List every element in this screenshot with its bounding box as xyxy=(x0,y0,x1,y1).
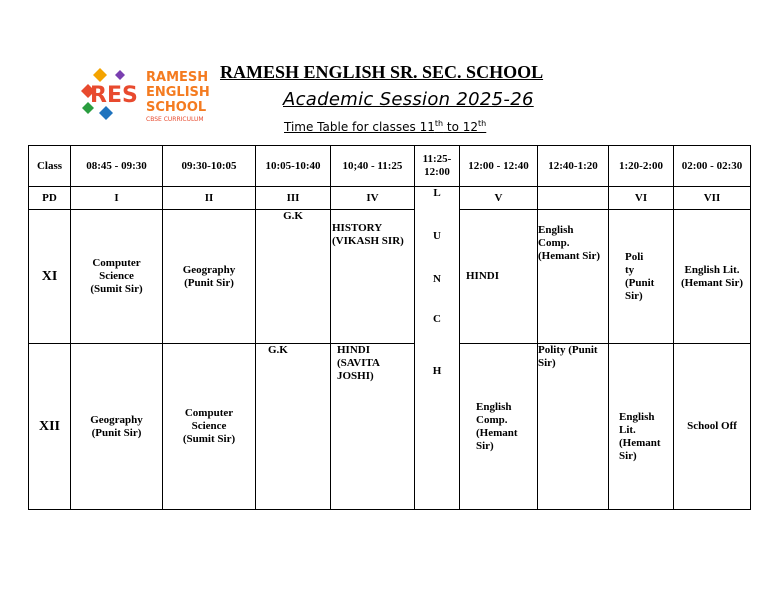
svg-text:ENGLISH: ENGLISH xyxy=(146,85,210,100)
time-header-row xyxy=(29,146,751,187)
period-subject-cell: Computer Science (Sumit Sir) xyxy=(163,344,256,510)
header-cell: 11:25-12:00 xyxy=(415,146,460,187)
period-cell: I xyxy=(71,187,163,210)
lunch-letter: U xyxy=(433,230,441,242)
header-cell: Class xyxy=(29,146,71,187)
period-subject-cell: English Lit. (Hemant Sir) xyxy=(609,344,674,510)
school-logo xyxy=(80,66,215,126)
header-cell: 10;40 - 11:25 xyxy=(331,146,415,187)
academic-session: Academic Session 2025-26 xyxy=(283,89,534,110)
school-name: RAMESH ENGLISH SR. SEC. SCHOOL xyxy=(220,62,544,82)
period-subject-cell: HINDI (SAVITA JOSHI) xyxy=(331,344,415,510)
period-cell: PD xyxy=(29,187,71,210)
period-cell xyxy=(538,187,609,210)
header-cell: 09:30-10:05 xyxy=(163,146,256,187)
svg-text:RAMESH: RAMESH xyxy=(146,70,209,85)
lunch-break-cell xyxy=(415,187,460,510)
period-subject-cell: School Off xyxy=(674,344,751,510)
period-cell: V xyxy=(460,187,538,210)
class-label: XII xyxy=(29,344,71,510)
period-cell: VI xyxy=(609,187,674,210)
header-cell: 12:00 - 12:40 xyxy=(460,146,538,187)
period-subject-cell: English Comp. (Hemant Sir) xyxy=(538,210,609,344)
lunch-letter: N xyxy=(433,273,441,285)
svg-text:CBSE CURRICULUM: CBSE CURRICULUM xyxy=(146,116,204,123)
period-subject-cell: Polity (Punit Sir) xyxy=(538,344,609,510)
period-subject-cell: Geography (Punit Sir) xyxy=(163,210,256,344)
period-cell: IV xyxy=(331,187,415,210)
period-subject-cell: Geography (Punit Sir) xyxy=(71,344,163,510)
timetable-subtitle: Time Table for classes 11th to 12th xyxy=(284,119,487,134)
header-cell: 02:00 - 02:30 xyxy=(674,146,751,187)
header-cell: 10:05-10:40 xyxy=(256,146,331,187)
timetable xyxy=(28,145,751,510)
period-subject-cell: Poli ty (Punit Sir) xyxy=(609,210,674,344)
period-header-row xyxy=(29,187,751,210)
period-subject-cell: HINDI xyxy=(460,210,538,344)
period-subject-cell: G.K xyxy=(256,344,331,510)
lunch-letter: H xyxy=(432,365,442,377)
svg-text:SCHOOL: SCHOOL xyxy=(146,100,207,115)
class-label: XI xyxy=(29,210,71,344)
period-subject-cell: English Lit. (Hemant Sir) xyxy=(674,210,751,344)
header-cell: 1:20-2:00 xyxy=(609,146,674,187)
period-subject-cell: HISTORY (VIKASH SIR) xyxy=(331,210,415,344)
header-cell: 12:40-1:20 xyxy=(538,146,609,187)
lunch-letter: L xyxy=(433,187,441,199)
class-row-xii xyxy=(29,344,751,510)
period-cell: VII xyxy=(674,187,751,210)
period-subject-cell: G.K xyxy=(256,210,331,344)
period-cell: II xyxy=(163,187,256,210)
period-subject-cell: Computer Science (Sumit Sir) xyxy=(71,210,163,344)
class-row-xi xyxy=(29,210,751,344)
lunch-letter: C xyxy=(433,313,441,325)
period-subject-cell: English Comp. (Hemant Sir) xyxy=(460,344,538,510)
period-cell: III xyxy=(256,187,331,210)
header-cell: 08:45 - 09:30 xyxy=(71,146,163,187)
svg-text:RES: RES xyxy=(90,83,138,108)
